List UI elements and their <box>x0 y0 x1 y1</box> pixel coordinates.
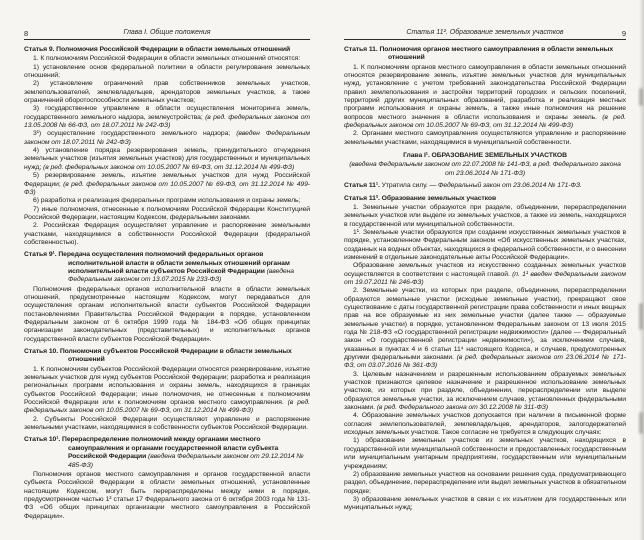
text-run: 3) образование земельных участков в связи с их изъятием для государственных или муниципальных нужд; <box>344 495 626 512</box>
paragraph <box>344 437 626 470</box>
paragraph <box>344 287 626 370</box>
text-run: 2. Субъекты Российской Федерации осуществляют управление и распоряжение земельными участками, находящимися в собственности субъектов Российской Федерации. <box>24 415 310 432</box>
paragraph <box>24 206 310 223</box>
text-run: Утратила силу. <box>381 182 430 190</box>
text-run: (введена Федеральным законом от 29.12.2014 № 485-ФЗ) <box>68 453 304 469</box>
text-run: Статья 11¹. <box>344 182 382 190</box>
paragraph <box>24 55 310 63</box>
text-run: 5) резервирование земель, изъятие земельных участков для нужд Российской Федерации; <box>24 172 310 188</box>
running-title-right: Статья 11². Образование земельных участков <box>406 29 564 36</box>
text-run: (в ред. федеральных законов от 10.05.2007 № 69-ФЗ, от 31.12.2014 № 499-ФЗ) <box>344 113 626 130</box>
page-number-right: 9 <box>621 29 626 38</box>
text-run: Статья 10¹. Перераспределение полномочий между органами местного самоуправления и органами государственной власти субъекта Российской Федерации <box>24 436 279 461</box>
paragraph <box>344 412 626 437</box>
text-run: 1) образование земельных участков из земельных участков, находящихся в государственной или муниципальной собственности и предоставленных государственным или муниципальным унитарным предприятиям, государственным или муниципальным учреждениям; <box>344 437 626 470</box>
text-run: 1) установление основ федеральной политики в области регулирования земельных отношений; <box>24 63 310 80</box>
page-number-left: 8 <box>24 29 29 38</box>
text-run: 6) разработка и реализация федеральных программ использования и охраны земель; <box>33 197 301 205</box>
text-run: 2. Земельные участки, из которых при разделе, объединении, перераспределении образуются земельные участки (исходные земельные участки), прекращают свое существование с даты государственной регистрации права собственности и иных вещных прав на все образуемые из них земельные участки (далее также — образуемые земельные участки) в порядке, установленном Федеральным законом от 13 июля 2015 года № 218-ФЗ «О государственной регистрации недвижимости» (далее — Федеральный закон «О государственной регистрации недвижимости»), за исключением случаев, указанных в пунктах 4 и 6 статьи 11⁴ настоящего Кодекса, и случаев, предусмотренных другими федеральными законами. <box>344 287 626 362</box>
paragraph <box>24 172 310 197</box>
text-run: 1¹. Земельные участки образуются при создании искусственных земельных участков в порядке, установленном Федеральным законом «Об искусственных земельных участках, созданных на водных объектах, находящихся в федеральной собственности, и о внесении изменений в отдельные законодательные акты Российской Федерации». <box>344 228 626 261</box>
page-right <box>322 0 644 540</box>
text-run: Образование земельных участков из искусственно созданных земельных участков осуществляется в соответствии с настоящей главой. <box>344 262 626 278</box>
text-run: 1. К полномочиям органов местного самоуправления в области земельных отношений относятся резервирование земель, изъятие земельных участков для муниципальных нужд, установление с учетом требований законодательства Российской Федерации правил землепользования и застройки территорий городских и сельских поселений, территорий других муниципальных образований, разработка и реализация местных программ использования и охраны земель, а также иные полномочия на решение вопросов местного значения в области использования и охраны земель. <box>344 63 626 121</box>
article-heading <box>24 46 310 54</box>
text-run: 4) установление порядка резервирования земель, принудительного отчуждения земельных участков (изъятия земельных участков) для государственных и муниципальных нужд; <box>24 147 310 171</box>
article-heading <box>344 182 626 190</box>
text-run: 1. К полномочиям Российской Федерации в области земельных отношений относятся: <box>33 55 301 63</box>
text-run: 1. К полномочиям субъектов Российской Федерации относятся резервирование, изъятие земельных участков для нужд субъектов Российской Федерации; разработка и реализация региональных программ использования и охраны земель, находящихся в границах субъектов Российской Федерации; иные полномочия, не отнесенные к полномочиям Российской Федерации или к полномочиям органов местного самоуправления. <box>24 365 310 407</box>
paragraph <box>24 130 310 147</box>
paragraph <box>24 286 310 344</box>
paragraph <box>344 204 626 229</box>
paragraph <box>24 64 310 81</box>
article-heading <box>24 251 310 284</box>
text-run: 3¹) осуществление государственного земельного надзора; <box>33 130 237 138</box>
text-run: Статья 10. Полномочия субъектов Российской Федерации в области земельных отношений <box>24 348 292 364</box>
text-run: (п. 1¹ введен Федеральным законом от 19.07.2011 № 246-ФЗ) <box>344 270 626 286</box>
text-run: (введена Федеральным законом от 13.07.2015 № 233-ФЗ) <box>68 267 294 284</box>
text-run: (в ред. федеральных законов от 10.05.2007 № 69-ФЗ, от 31.12.2014 № 499-ФЗ) <box>24 399 310 415</box>
text-run: — Федеральный закон от 23.06.2014 № 171-ФЗ. <box>429 182 582 190</box>
text-run: 4. Образование земельных участков допускается при наличии в письменной форме согласия землепользователей, землевладельцев, арендаторов, залогодержателей исходных земельных участков. Такое согласие не требуется в следующих случаях: <box>344 412 626 437</box>
chapter-heading <box>344 161 626 178</box>
paragraph <box>24 366 310 416</box>
paragraph <box>344 64 626 131</box>
text-run: 2. Российская Федерация осуществляет управление и распоряжение земельными участками, находящимися в собственности Российской Федерации (федеральной собственностью). <box>24 222 310 246</box>
paragraph <box>344 496 626 513</box>
paragraph <box>24 80 310 105</box>
text-run: Статья 11. Полномочия органов местного самоуправления в области земельных отношений <box>344 46 614 62</box>
text-run: 3) государственное управление в области осуществления мониторинга земель, государственного земельного надзора, землеустройства; <box>24 105 310 121</box>
chapter-heading <box>344 152 626 160</box>
paragraph <box>24 105 310 130</box>
text-run: 2) установление ограничений прав собственников земельных участков, землепользователей, землевладельцев, арендаторов земельных участков, а также ограничений оборотоспособности земельных участков; <box>24 80 310 105</box>
article-heading <box>344 46 626 63</box>
paragraph <box>24 416 310 433</box>
text-run: 3. Целевым назначением и разрешенным использованием образуемых земельных участков признаются целевое назначение и разрешенное использование земельных участков, из которых при разделе, объединении, перераспределении или выделе образуются земельные участки, за исключением случаев, установленных федеральными законами. <box>344 370 626 412</box>
text-run: (введена Федеральным законом от 22.07.2008 № 141-ФЗ, в ред. Федерального закона от 23.06.2014 № 171-ФЗ) <box>349 161 621 177</box>
paragraph <box>24 471 310 521</box>
text-run: 7) иные полномочия, отнесенные к полномочиям Российской Федерации Конституцией Российской Федерации, настоящим Кодексом, федеральными законами. <box>24 205 310 221</box>
paragraph <box>344 262 626 287</box>
running-title-left: Глава I. Общие положения <box>123 29 211 36</box>
paragraph <box>24 197 310 205</box>
text-run: (в ред. федеральных законов от 10.05.2007 № 69-ФЗ, от 31.12.2014 № 499-ФЗ) <box>43 163 295 171</box>
text-run: (в ред. федеральных законов от 10.05.2007 № 69-ФЗ, от 31.12.2014 № 499-ФЗ) <box>24 180 310 196</box>
paragraph <box>344 130 626 147</box>
text-run: (в ред. федеральных законов от 13.05.2008 № 66-ФЗ, от 18.07.2011 № 242-ФЗ) <box>24 113 310 130</box>
paragraph <box>344 229 626 262</box>
paragraph <box>344 471 626 496</box>
text-run: Полномочия органов местного самоуправления и органов государственной власти субъекта Российской Федерации в области земельных отношений, установленные настоящим Кодексом, могут быть перераспределены между ними в порядке, предусмотренном частью 1² статьи 17 Федерального закона от 6 октября 2003 года № 131-ФЗ «Об общих принципах организации местного самоуправления в Российской Федерации». <box>24 470 310 520</box>
text-run: 1. Земельные участки образуются при разделе, объединении, перераспределении земельных участков или выделе из земельных участков, а также из земель, находящихся в государственной или муниципальной собственности. <box>344 203 626 228</box>
text-run: (введен Федеральным законом от 18.07.2011 № 242-ФЗ) <box>24 130 310 146</box>
running-header-left <box>24 29 310 40</box>
article-heading <box>344 195 626 203</box>
text-run: 2) образование земельных участков на основании решения суда, предусматривающего раздел, объединение, перераспределение или выдел земельных участков в обязательном порядке; <box>344 470 626 495</box>
article-heading <box>24 348 310 365</box>
paragraph <box>24 147 310 172</box>
text-run: (в ред. федеральных законов от 23.06.2014 № 171-ФЗ, от 03.07.2016 № 361-ФЗ) <box>344 354 626 370</box>
article-heading <box>24 436 310 469</box>
text-run: 2. Органами местного самоуправления осуществляются управление и распоряжение земельными участками, находящимися в муниципальной собственности. <box>344 130 626 146</box>
text-run: Статья 9¹. Передача осуществления полномочий федеральных органов исполнительной власти в области земельных отношений органам исполнительной власти субъектов Российской Федерации <box>24 251 290 275</box>
text-run: Статья 9. Полномочия Российской Федерации в области земельных отношений <box>24 46 291 53</box>
text-run: Глава I¹. ОБРАЗОВАНИЕ ЗЕМЕЛЬНЫХ УЧАСТКОВ <box>403 152 567 160</box>
text-run: (в ред. Федерального закона от 30.12.2008 № 311-ФЗ) <box>376 404 549 412</box>
paragraph <box>24 222 310 247</box>
paragraph <box>344 371 626 413</box>
text-run: Статья 11². Образование земельных участков <box>344 194 497 202</box>
page-body-right <box>344 46 626 513</box>
text-run: Полномочия федеральных органов исполнительной власти в области земельных отношений, предусмотренные настоящим Кодексом, могут передаваться для осуществления органам исполнительной власти субъектов Российской Федерации постановлениями Правительства Российской Федерации в порядке, установленном Федеральным законом от 6 октября 1999 года № 184-ФЗ «Об общих принципах организации законодательных (представительных) и исполнительных органов государственной власти субъектов Российской Федерации». <box>24 285 310 343</box>
running-header-right <box>344 29 626 40</box>
page-body-left <box>24 46 310 521</box>
